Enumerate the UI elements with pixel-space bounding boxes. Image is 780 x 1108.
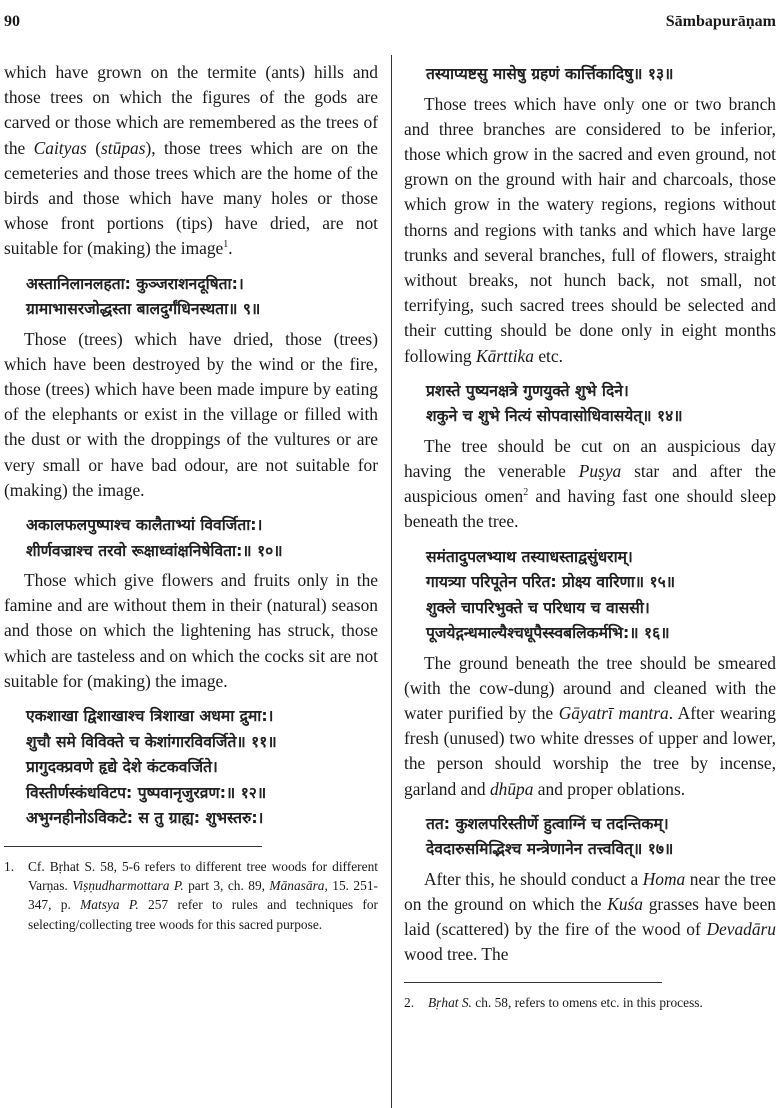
italic-term: Homa [642, 868, 686, 889]
text: ), those trees which are on the cemeteries and those trees which are the home of the birds and those which have many holes or those whose front portions (tips) have dried, are not suitable for (making) the image [4, 137, 379, 259]
text: and having fast one should sleep beneath the tree. [404, 486, 777, 532]
verse-line: अकालफलपुष्पाश्च कालैताभ्यां विवर्जिता:। [26, 516, 263, 535]
text: The tree should be cut on an auspicious day having the venerable [404, 435, 776, 481]
text: and proper oblations. [533, 778, 686, 799]
verse-line: शकुने च शुभे नित्यं सोपवासोधिवासयेत्॥ १४॥ [426, 407, 683, 426]
text: Cf. Bṛhat S. 58, 5-6 refers to different tree woods for different Varṇas. [28, 858, 378, 893]
verse-line: विस्तीर्णस्कंधविटप: पुष्पवानृजुरव्रण:॥ १२॥ [26, 783, 267, 802]
verse-line: प्रागुदक्प्रवणे हृद्ये देशे कंटकवर्जिते। [26, 758, 218, 777]
footnote-text [28, 857, 378, 935]
text: which have grown on the termite (ants) hills and those trees on which the figures of the gods are carved or those which are remembered as the trees of the [4, 62, 378, 158]
italic-term: Viṣṇudharmottara P. [72, 877, 184, 893]
paragraph [404, 434, 776, 535]
text: After this, he should conduct a [424, 868, 643, 889]
text: near the tree on the ground on which the [404, 868, 776, 914]
paragraph: Those (trees) which have dried, those (trees) which have been destroyed by the wind or the fire, those (trees) which have been made impure by eating of the elephants or exist in the village or filled with the dust or with the droppings of the vultures or are very small or have bad odour, are not suitable for (making) the image. [4, 328, 378, 500]
text: 257 refer to rules and techniques for selecting/collecting tree woods for this sacred purpose. [28, 897, 379, 932]
text: ch. 58, refers to omens etc. in this process. [471, 994, 703, 1010]
footnote-2 [404, 993, 776, 1012]
column-divider [391, 55, 392, 1108]
italic-term: Gāyatrī mantra [558, 702, 669, 723]
paragraph [404, 867, 776, 968]
verse-line: अस्तानिलानलहता: कुञ्जराशनदूषिता:। [26, 274, 244, 293]
italic-term: dhūpa [489, 778, 534, 799]
footnote-number: 2. [404, 994, 415, 1010]
text: . [228, 238, 233, 259]
paragraph [404, 92, 776, 369]
verse-line: प्रशस्ते पुष्यनक्षत्रे गुणयुक्ते शुभे दिने। [426, 381, 629, 400]
italic-term: Kuśa [607, 893, 643, 914]
italic-term: stūpas [101, 137, 146, 158]
text: star and after the auspicious omen [404, 460, 776, 507]
text: 15. 251-347, p. [28, 877, 378, 913]
italic-term: Puṣya [578, 460, 622, 481]
text: grasses have been laid (scattered) by the fire of the wood of [404, 893, 776, 940]
text: etc. [533, 345, 563, 366]
paragraph: Those which give flowers and fruits only in the famine and are without them in their (natural) season and those on which the lightening has struck, those which are tasteless and on which the cocks sit are not suitable for (making) the image. [4, 570, 378, 691]
verse-line: ग्रामाभासरजोद्धस्ता बालदुर्गंधिनस्थता॥ ९॥ [26, 300, 261, 319]
verse-line: पूजयेद्गन्धमाल्यैश्चधूपैस्स्वबलिकर्मभि:॥ १६॥ [426, 624, 670, 643]
sanskrit-verse-10 [4, 513, 378, 564]
paragraph [404, 651, 776, 802]
text: Those trees which have only one or two branch and three branches are considered to be inferior, those which grow in the sacred and even ground, not grown on the ground with hair and charcoals, those which grow in the watery regions, regions without thorns and regions with tanks and which have large trunks and several branches, full of flowers, straight without breaks, not hunch back, not small, not terrifying, such sacred trees should be selected and their cutting should be done only in eight months following [404, 93, 776, 366]
verse-line: शीर्णवज्राश्च तरवो रूक्षाध्वांक्षनिषेविता:॥ १०॥ [26, 541, 283, 560]
sanskrit-verse-17 [404, 812, 776, 863]
italic-term: Devadāru [706, 919, 776, 940]
italic-term: Mānasāra, [269, 877, 328, 893]
verse-line: शुचौ समे विविक्ते च केशांगारविवर्जिते॥ ११॥ [26, 732, 277, 751]
footnote-ref[interactable]: 1 [223, 239, 229, 251]
text: ( [86, 137, 102, 158]
verse-line: देवदारुसमिद्भिश्च मन्त्रेणानेन तत्त्ववित्॥ १७॥ [426, 840, 674, 859]
verse-line: तस्याप्यष्टसु मासेषु ग्रहणं कार्त्तिकादिषु॥ १३॥ [426, 65, 674, 83]
text: wood tree. The [404, 944, 509, 965]
footnote-text [428, 993, 776, 1012]
footnote-ref[interactable]: 2 [523, 487, 529, 499]
verse-line: अभुग्नहीनोऽविकटे: स तु ग्राह्य: शुभस्तरु:। [26, 809, 264, 828]
footnote-1 [4, 857, 378, 935]
text: The ground beneath the tree should be smeared (with the cow-dung) around and cleaned with the water purified by the [404, 652, 776, 723]
footnote-rule [4, 846, 262, 847]
sanskrit-verse-13 [404, 62, 776, 88]
sanskrit-verse-11-12 [4, 704, 378, 832]
italic-term: Matsya P. [80, 897, 139, 913]
verse-line: समंतादुपलभ्याथ तस्याधस्ताद्वसुंधराम्। [426, 547, 633, 566]
verse-line: गायत्र्या परिपूतेन परित: प्रोक्ष्य वारिणा॥ १५॥ [426, 573, 676, 592]
footnote-number: 1. [4, 858, 15, 874]
italic-term: Bṛhat S. [428, 994, 472, 1010]
italic-term: Kārttika [475, 345, 534, 366]
paragraph [4, 60, 378, 262]
right-column [404, 62, 776, 1012]
page-number: 90 [4, 13, 20, 30]
running-title: Sāmbapurāṇam [665, 13, 776, 30]
sanskrit-verse-14 [404, 379, 776, 430]
verse-line: शुक्ले चापरिभुक्ते च परिधाय च वाससी। [426, 598, 650, 617]
sanskrit-verse-15-16 [404, 545, 776, 647]
footnote-rule [404, 982, 662, 983]
left-column [4, 60, 378, 934]
sanskrit-verse-9 [4, 272, 378, 323]
verse-line: एकशाखा द्विशाखाश्च त्रिशाखा अधमा द्रुमा:। [26, 707, 274, 726]
verse-line: तत: कुशलपरिस्तीर्णे हुत्वाग्निं च तदन्तिकम्। [426, 814, 669, 833]
text: part 3, ch. 89, [183, 877, 270, 893]
italic-term: Caityas [33, 137, 87, 158]
text: . After wearing fresh (unused) two white dresses of upper and lower, the person should worship the tree by incense, garland and [404, 702, 776, 799]
